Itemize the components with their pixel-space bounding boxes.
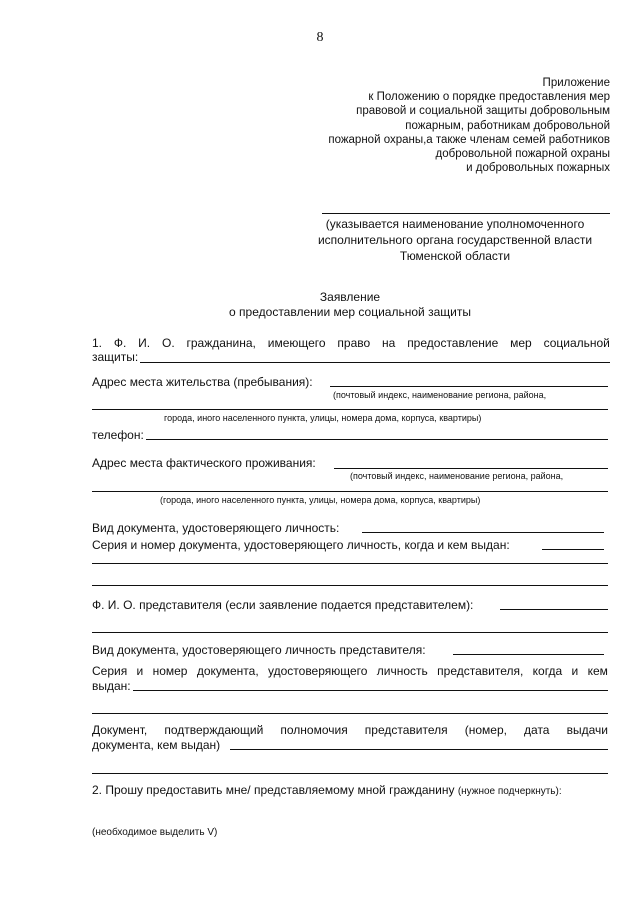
annex-line: пожарной охраны,а также членам семей работников	[328, 133, 610, 146]
word: социальной	[543, 336, 610, 350]
actual-address-hint-1: (почтовый индекс, наименование региона, района,	[350, 471, 564, 481]
rep-series-field-1[interactable]	[133, 690, 608, 691]
rep-name-field-1[interactable]	[500, 609, 608, 610]
doc-series-label: Серия и номер документа, удостоверяющего личность, когда и кем выдан:	[92, 538, 510, 552]
word: подтверждающий	[164, 723, 264, 737]
actual-address-field-1[interactable]	[334, 468, 608, 469]
doc-series-field-1[interactable]	[542, 549, 604, 550]
applicant-name-field[interactable]	[140, 362, 610, 363]
rep-series-cont-label: выдан:	[92, 679, 131, 693]
word: кем	[587, 664, 608, 678]
word: представителя	[364, 723, 448, 737]
doc-series-field-2[interactable]	[92, 563, 608, 564]
word: дата	[524, 723, 550, 737]
word: предоставление	[407, 336, 499, 350]
annex-line: к Положению о порядке предоставления мер	[368, 91, 610, 104]
word: Ф.	[113, 336, 127, 350]
word: право	[337, 336, 371, 350]
actual-address-field-2[interactable]	[92, 491, 608, 492]
authority-doc-label	[92, 723, 608, 737]
doc-type-label: Вид документа, удостоверяющего личность:	[92, 521, 340, 535]
annex-header	[328, 76, 610, 175]
word: удостоверяющего	[268, 664, 368, 678]
item2-note: (нужное подчеркнуть):	[457, 786, 562, 797]
rep-doc-type-field[interactable]	[453, 654, 604, 655]
address-label: Адрес места жительства (пребывания):	[92, 375, 313, 389]
word: 1.	[92, 336, 103, 350]
rep-series-label	[92, 664, 608, 678]
authority-doc-field-2[interactable]	[92, 773, 608, 774]
word: Серия	[92, 664, 128, 678]
doc-type-field[interactable]	[362, 532, 604, 533]
rep-name-field-2[interactable]	[92, 632, 608, 633]
rep-name-label: Ф. И. О. представителя (если заявление подается представителем):	[92, 598, 474, 612]
rep-series-field-2[interactable]	[92, 713, 608, 714]
phone-label: телефон:	[92, 428, 144, 442]
authority-line: Тюменской области	[399, 249, 511, 263]
doc-series-field-3[interactable]	[92, 585, 608, 586]
rep-doc-type-label: Вид документа, удостоверяющего личность представителя:	[92, 643, 426, 657]
word: О.	[161, 336, 175, 350]
actual-address-label: Адрес места фактического проживания:	[92, 456, 316, 470]
authority-input-line[interactable]	[322, 213, 610, 214]
word: И.	[138, 336, 151, 350]
word: номер	[152, 664, 188, 678]
word: представителя,	[437, 664, 524, 678]
word: и	[571, 664, 579, 678]
word: имеющего	[267, 336, 326, 350]
word: и	[136, 664, 144, 678]
word: документа,	[196, 664, 259, 678]
word: полномочия	[280, 723, 348, 737]
word: на	[382, 336, 396, 350]
word: мер	[510, 336, 532, 350]
word: гражданина,	[186, 336, 256, 350]
address-field-1[interactable]	[330, 386, 608, 387]
actual-address-hint-2: (города, иного населенного пункта, улицы, номера дома, корпуса, квартиры)	[160, 495, 481, 505]
word: (номер,	[464, 723, 507, 737]
word: личность	[376, 664, 428, 678]
authority-doc-cont-label: документа, кем выдан)	[92, 738, 221, 752]
item1-cont-label: защиты:	[92, 350, 139, 364]
word: выдачи	[566, 723, 608, 737]
title-line-2: о предоставлении мер социальной защиты	[229, 305, 471, 319]
annex-line: добровольной пожарной охраны	[435, 148, 610, 161]
title-line-1: Заявление	[319, 290, 381, 304]
authority-doc-field-1[interactable]	[230, 749, 608, 750]
item1-label	[92, 336, 610, 350]
address-hint-2: города, иного населенного пункта, улицы, номера дома, корпуса, квартиры)	[164, 413, 482, 423]
select-note: (необходимое выделить V)	[92, 827, 218, 838]
word: Документ,	[92, 723, 148, 737]
authority-line: исполнительного органа государственной власти	[317, 233, 593, 247]
annex-line: Приложение	[542, 77, 610, 89]
address-field-2[interactable]	[92, 409, 608, 410]
authority-block	[300, 216, 610, 264]
annex-line: правовой и социальной защиты добровольным	[356, 105, 610, 118]
item2-text: 2. Прошу предоставить мне/ представляемому мной гражданину	[92, 783, 455, 797]
annex-line: и добровольных пожарных	[466, 162, 610, 175]
authority-line: (указывается наименование уполномоченного	[325, 217, 585, 231]
address-hint-1: (почтовый индекс, наименование региона, района,	[333, 390, 547, 400]
item2-label	[92, 783, 562, 799]
page-number: 8	[316, 30, 324, 45]
document-title	[0, 290, 640, 320]
annex-line: пожарным, работникам добровольной	[405, 119, 610, 132]
word: когда	[532, 664, 563, 678]
phone-field[interactable]	[146, 439, 608, 440]
